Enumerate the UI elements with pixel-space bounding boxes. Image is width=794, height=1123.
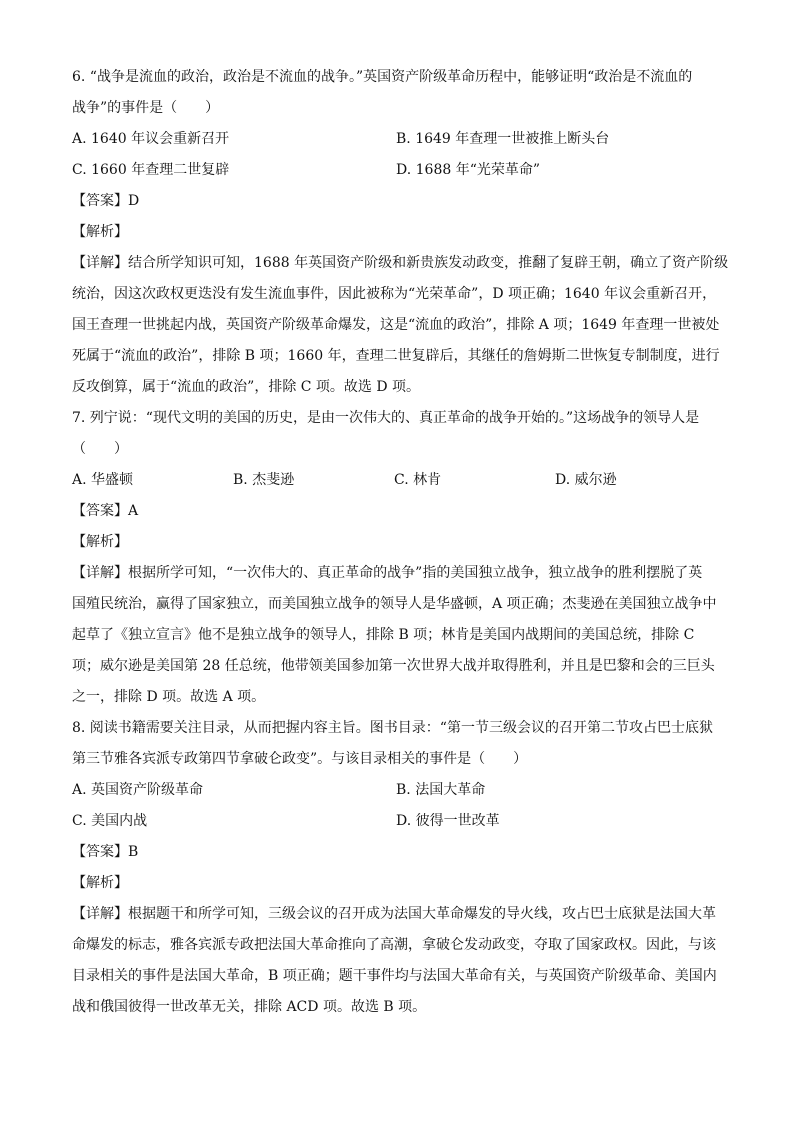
option-b: B. 杰斐逊 (233, 472, 295, 488)
options-row (72, 155, 726, 186)
detail-line: 项；威尔逊是美国第 28 任总统，他带领美国参加第一次世界大战并取得胜利，并且是巴黎和会的三巨头 (72, 658, 715, 674)
answer-value: D (128, 193, 140, 209)
detail-line: 反攻倒算，属于“流血的政治”，排除 C 项。故选 D 项。 (72, 379, 421, 395)
analysis-label: 【解析】 (72, 875, 128, 891)
answer-line (72, 496, 726, 527)
page-content (72, 62, 729, 1023)
option-a: A. 英国资产阶级革命 (72, 782, 204, 798)
answer-value: A (128, 503, 139, 519)
answer-line (72, 837, 726, 868)
detail-line: 【详解】根据所学可知，“一次伟大的、真正革命的战争”指的美国独立战争，独立战争的胜利摆脱了英 (72, 565, 703, 581)
analysis-label: 【解析】 (72, 534, 128, 550)
option-c: C. 林肯 (394, 472, 442, 488)
question-stem-line: 6. “战争是流血的政治，政治是不流血的战争。”英国资产阶级革命历程中，能够证明“政治是不流血的 (72, 69, 693, 85)
option-d: D. 彼得一世改革 (396, 813, 500, 829)
option-a: A. 1640 年议会重新召开 (72, 131, 230, 147)
question-8 (72, 713, 726, 1023)
option-b: B. 1649 年查理一世被推上断头台 (396, 131, 610, 147)
question-stem-line: 第三节雅各宾派专政第四节拿破仑政变”。与该目录相关的事件是（ ） (72, 751, 528, 767)
detail-line: 国殖民统治，赢得了国家独立，而美国独立战争的领导人是华盛顿，A 项正确；杰斐逊在美国独立战争中 (72, 596, 717, 612)
option-d: D. 1688 年“光荣革命” (396, 162, 541, 178)
answer-label: 【答案】 (72, 844, 128, 860)
detail-line: 【详解】结合所学知识可知，1688 年英国资产阶级和新贵族发动政变，推翻了复辟王朝，确立了资产阶级 (72, 255, 729, 271)
option-d: D. 威尔逊 (555, 472, 617, 488)
question-7 (72, 403, 726, 713)
option-b: B. 法国大革命 (396, 782, 486, 798)
answer-label: 【答案】 (72, 503, 128, 519)
question-stem-line: 战争”的事件是（ ） (72, 100, 220, 116)
question-6 (72, 62, 729, 403)
options-row (72, 775, 726, 806)
detail-line: 目录相关的事件是法国大革命，B 项正确；题干事件均与法国大革命有关，与英国资产阶级革命、美国内 (72, 968, 717, 984)
option-c: C. 1660 年查理二世复辟 (72, 162, 230, 178)
detail-line: 【详解】根据题干和所学可知，三级会议的召开成为法国大革命爆发的导火线，攻占巴士底狱是法国大革 (72, 906, 716, 922)
option-a: A. 华盛顿 (72, 472, 134, 488)
options-row (72, 806, 726, 837)
answer-line (72, 186, 726, 217)
detail-line: 之一，排除 D 项。故选 A 项。 (72, 689, 266, 705)
options-row (72, 124, 726, 155)
analysis-label: 【解析】 (72, 224, 128, 240)
detail-line: 死属于“流血的政治”，排除 B 项；1660 年，查理二世复辟后，其继任的詹姆斯二世恢复专制制度，进行 (72, 348, 720, 364)
question-stem-line: 7. 列宁说：“现代文明的美国的历史，是由一次伟大的、真正革命的战争开始的。”这场战争的领导人是 (72, 410, 700, 426)
detail-line: 国王查理一世挑起内战，英国资产阶级革命爆发，这是“流血的政治”，排除 A 项；1649 年查理一世被处 (72, 317, 720, 333)
answer-value: B (128, 844, 139, 860)
question-stem-line: （ ） (72, 441, 128, 457)
question-stem-line: 8. 阅读书籍需要关注目录，从而把握内容主旨。图书目录：“第一节三级会议的召开第二节攻占巴士底狱 (72, 720, 713, 736)
options-row (72, 465, 726, 496)
answer-label: 【答案】 (72, 193, 128, 209)
detail-line: 统治，因这次政权更迭没有发生流血事件，因此被称为“光荣革命”，D 项正确；1640 年议会重新召开， (72, 286, 717, 302)
detail-line: 战和俄国彼得一世改革无关，排除 ACD 项。故选 B 项。 (72, 999, 427, 1015)
option-c: C. 美国内战 (72, 813, 148, 829)
detail-line: 起草了《独立宣言》他不是独立战争的领导人，排除 B 项；林肯是美国内战期间的美国总统，排除 C (72, 627, 695, 643)
detail-line: 命爆发的标志，雅各宾派专政把法国大革命推向了高潮，拿破仑发动政变，夺取了国家政权。因此，与该 (72, 937, 716, 953)
